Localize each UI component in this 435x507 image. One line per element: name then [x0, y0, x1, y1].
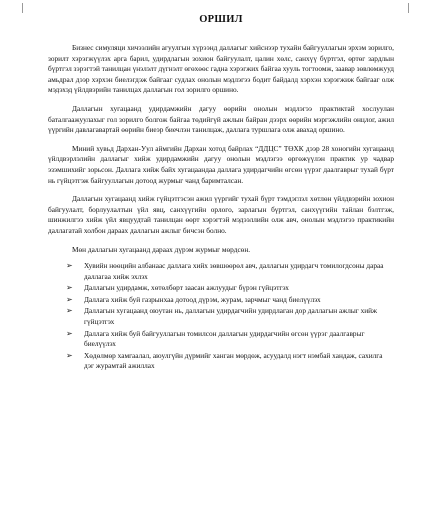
list-item: [66, 351, 394, 372]
arrow-bullet-icon: ➢: [66, 350, 73, 360]
list-item: [66, 306, 394, 327]
paragraph-1: Бизнес симуляци хичээлийн агуулгын хүрээнд даллагыг хийснээр тухайн байгууллагын эрхэм зорилго, зорилт хэрэгжүүлэх арга барил, удирдлагын зохион байгуулалт, цалин хөлс, санхүү бүртгэл, өртөг зардлын бүртгэл зэрэгтэй танилцан үнэлэлт дүгнэлт өгөхөөс гадна хэрэгжих байгаа хууль тогтоомж, заавар зөвлөмжууд амьдрал дээр хэрхэн биелэгдэж байгааг судлах онолын мэдлэгээ бодит байдалд хэрхэн хэрэгжиж байгааг олж мэдэхэд үйлдвэрийн танилцах даллагын гол зорилго оршино.: [48, 43, 395, 95]
page-corner-mark-left: [12, 3, 23, 13]
arrow-bullet-icon: ➢: [66, 261, 73, 271]
list-item-text: Даллага хийж буй байгууллагын томилсон даллагын удирдагчийн өгсөн үүрэг даалгаврыг биелүүлэх: [84, 328, 365, 349]
list-item-text: Даллагын хугацаанд оюутан нь, даллагын удирдагчийн удирдлаган дор даллагын ажлыг хийж гүйцэтгэх: [84, 306, 378, 327]
arrow-bullet-icon: ➢: [66, 328, 73, 338]
list-item: [66, 261, 394, 282]
list-item: [66, 295, 394, 306]
arrow-bullet-icon: ➢: [66, 306, 73, 316]
page-corner-mark-right: [408, 3, 419, 13]
list-item-text: Даллага хийж буй газрынхаа дотоод дүрэм, журам, зарчмыг чанд биелүүлэх: [84, 294, 321, 304]
paragraph-2: Даллагын хугацаанд удирдамжийн дагуу өөрийн онолын мэдлэгээ практиктай хослуулан баталгаажуулахыг гол зорилго болгож байгаа төдийгүй ажлын байран дээрх өөрийн мэргэжлийн онцлог, ажил үүргийн давлагавартай өөрийн биеэр биечлэн танилцаж, даллага туршлага олж авахад оршино.: [48, 103, 394, 135]
document-page: [48, 14, 394, 373]
paragraph-3: Миний хувьд Дархан-Уул аймгийн Дархан хотод байрлах “ДДЦС” ТӨХК дээр 28 хоногийн хугацаанд үйлдвэрлэлийн даллагыг хийж удирдамжийн дагуу онолын мэдлэгээ өргөжүүлэн практик ур чадвар эзэмшихийг зорьсон. Даллага хийж байх хугацаандаа даллага удирдагчийн өгсөн үүрэг даалгаврыг тухай бүрт нь гүйцэтгэж байгууллагын дотоод журмыг чанд баримталсан.: [48, 143, 394, 185]
arrow-bullet-icon: ➢: [66, 283, 73, 293]
arrow-bullet-icon: ➢: [66, 294, 73, 304]
list-item-text: Даллагын удирдамж, хөтөлбөрт заасан ажлуудыг бүрэн гүйцэтгэх: [84, 283, 289, 293]
list-item-text: Хувийн нөөцийн албанаас даллага хийх зөвшөөрөл авч, даллагын удирдагч томилогдсоны дараа даллагаа хийж эхлэх: [84, 261, 384, 281]
list-item: [66, 283, 394, 294]
rules-intro: Мөн даллагын хугацаанд дараах дүрэм журмыг мөрдсөн.: [72, 244, 251, 254]
document-title: ОРШИЛ: [199, 14, 243, 25]
list-item: [66, 329, 394, 350]
paragraph-4: Даллагын хугацаанд хийж гүйцэтгэсэн ажил үүргийг тухай бүрт тэмдэглэл хөтлөн үйлдвэрийн зохион байгуулалт, борлуулалтын үйл явц, санхүүгийн орлого, зарлагын бүртгэл, санхүүгийн тайлан бэлтгэж, шинжилгээ хийж үйл явцуудтай танилцан өөрт хэрэгтэй мэдээллийн олж авч, онолын мэдлэгээ практикийн даллагатай холбон дараах даллагын ажлыг бичсэн болно.: [48, 194, 394, 235]
list-item-text: Хөдөлмөр хамгаалал, аюулгүйн дүрмийг ханган мөрдөж, асуудалд нэгт нэмбай хандаж, сахилга дэг журамтай ажиллах: [84, 350, 383, 371]
rules-list: [48, 261, 394, 372]
